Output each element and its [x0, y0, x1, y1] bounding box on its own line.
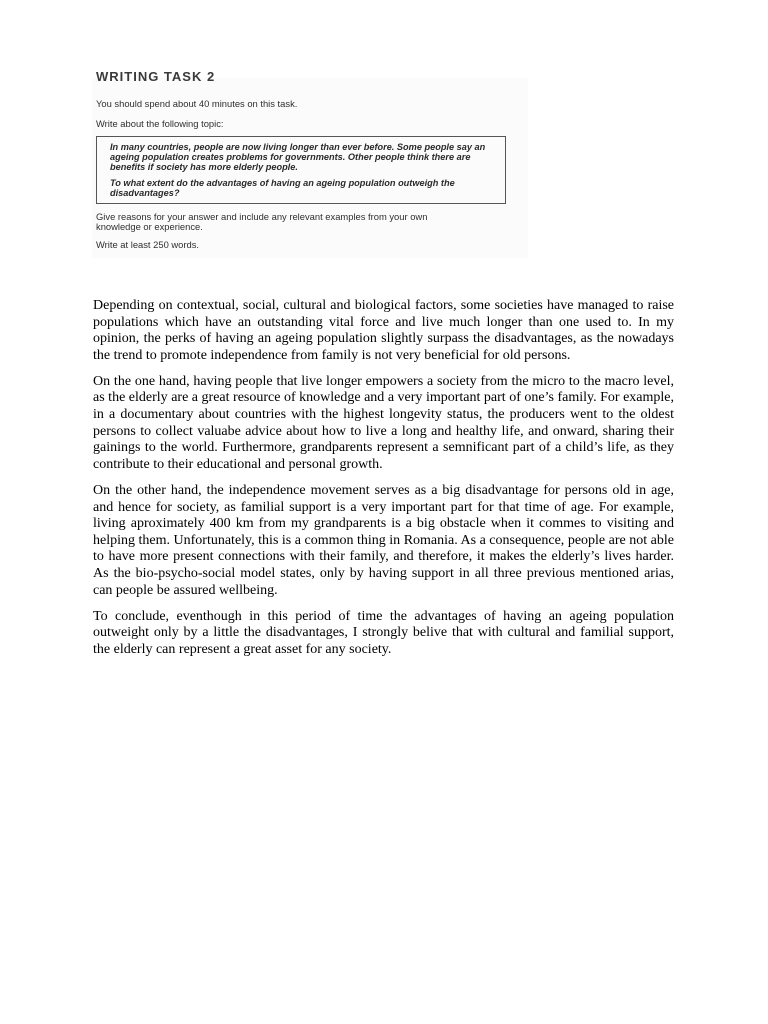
- word-count-instruction: Write at least 250 words.: [96, 239, 199, 250]
- essay-paragraph-advantages: On the one hand, having people that live longer empowers a society from the micro to the macro level, as the elderly are a great resource of knowledge and a very important part of one’s family. For example, in a documentary about countries with the highest longevity status, the producers went to the oldest persons to collect valuabe advice about how to live a long and healthy life, and onward, sharing their gainings to the world. Furthermore, grandparents represent a semnificant part of a child’s life, as they contribute to their educational and personal growth.: [93, 373, 674, 472]
- prompt-statement: In many countries, people are now living longer than ever before. Some people say an ageing population creates problems for governments. Other people think there are benefits if society has more elderly people.: [110, 142, 486, 172]
- topic-intro: Write about the following topic:: [96, 118, 224, 129]
- reasons-instruction-line-2: knowledge or experience.: [96, 221, 203, 232]
- essay-paragraph-conclusion: To conclude, eventhough in this period of time the advantages of having an ageing population outweight only by a little the disadvantages, I strongly belive that with cultural and familial support, the elderly can represent a great asset for any society.: [93, 608, 674, 657]
- task-prompt-box: [96, 136, 506, 204]
- task-prompt-image: [92, 69, 528, 258]
- essay-paragraph-disadvantages: On the other hand, the independence movement serves as a big disadvantage for persons old in age, and hence for society, as familial support is a very important part for that time of age. For example, living aproximately 400 km from my grandparents is a big obstacle when it commes to visiting and helping them. Unfortunately, this is a common thing in Romania. As a consequence, people are not able to have more present connections with their family, and therefore, it makes the elderly’s lives harder. As the bio-psycho-social model states, only by having support in all three previous mentioned arias, can people be assured wellbeing.: [93, 482, 674, 598]
- time-instruction: You should spend about 40 minutes on this task.: [96, 98, 298, 109]
- reasons-instruction-line-1: Give reasons for your answer and include any relevant examples from your own: [96, 211, 428, 222]
- essay-paragraph-intro: Depending on contextual, social, cultural and biological factors, some societies have managed to raise populations which have an outstanding vital force and live much longer than one used to. In my opinion, the perks of having an ageing population slightly surpass the disadvantages, as the nowadays the trend to promote independence from family is not very beneficial for old persons.: [93, 298, 674, 363]
- essay-body: [93, 298, 674, 668]
- prompt-question: To what extent do the advantages of having an ageing population outweigh the disadvantages?: [110, 178, 455, 198]
- task-heading: WRITING TASK 2: [96, 69, 216, 84]
